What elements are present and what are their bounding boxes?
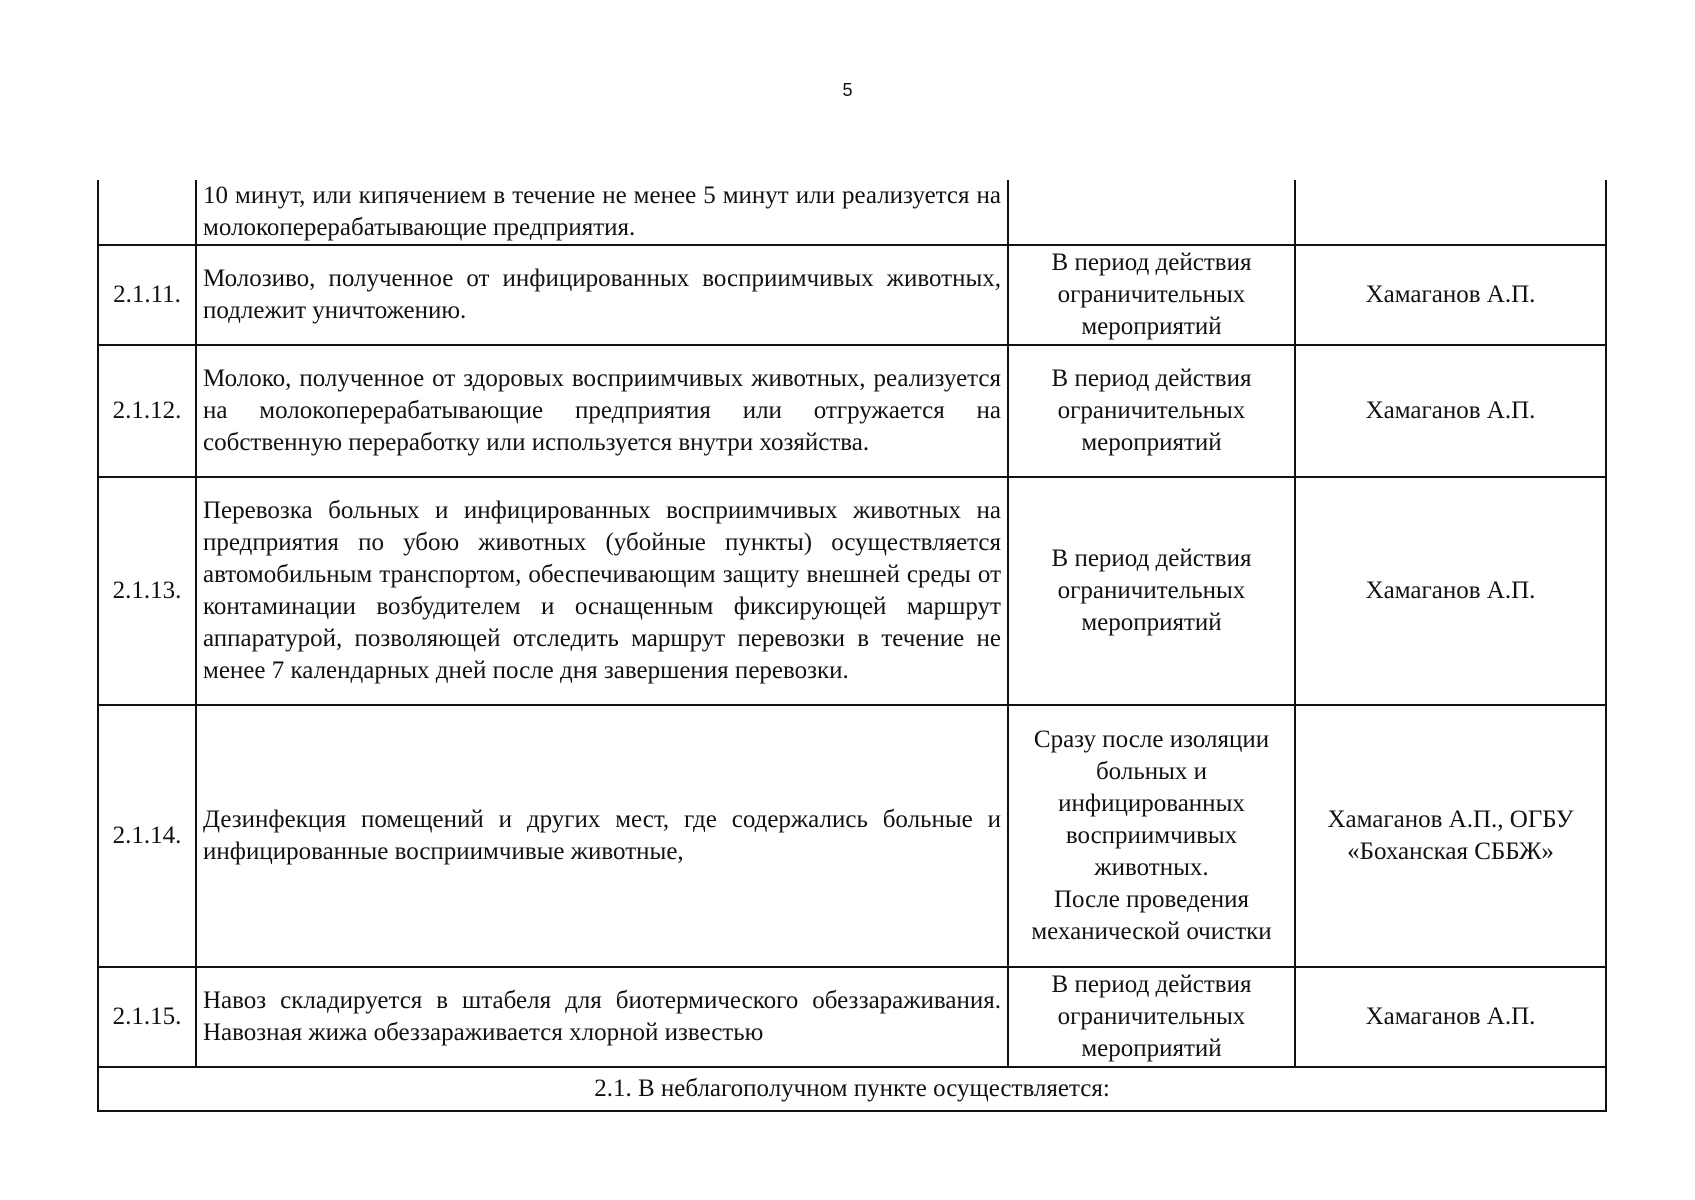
row-number: 2.1.15. (98, 967, 196, 1067)
table-row (98, 245, 1606, 345)
row-term: В период действия ограничительных мероприятий (1008, 477, 1295, 705)
table-row (98, 477, 1606, 705)
row-term: Сразу после изоляции больных и инфицированных восприимчивых животных. После проведения механической очистки (1008, 705, 1295, 967)
row-responsible: Хамаганов А.П. (1295, 477, 1606, 705)
row-number: 2.1.11. (98, 245, 196, 345)
section-heading-row (98, 1067, 1606, 1111)
row-description: Дезинфекция помещений и других мест, где содержались больные и инфицированные восприимчивые животные, (196, 705, 1008, 967)
row-description: 10 минут, или кипячением в течение не менее 5 минут или реализуется на молокоперерабатывающие предприятия. (196, 180, 1008, 245)
row-term-cell (1008, 180, 1295, 245)
row-number-cell (98, 180, 196, 245)
row-description: Навоз складируется в штабеля для биотермического обеззараживания. Навозная жижа обеззараживается хлорной известью (196, 967, 1008, 1067)
section-heading: 2.1. В неблагополучном пункте осуществляется: (98, 1067, 1606, 1111)
row-responsible: Хамаганов А.П. (1295, 245, 1606, 345)
table-row (98, 967, 1606, 1067)
table-row (98, 345, 1606, 477)
row-description: Молоко, полученное от здоровых восприимчивых животных, реализуется на молокоперерабатывающие предприятия или отгружается на собственную переработку или используется внутри хозяйства. (196, 345, 1008, 477)
row-term: В период действия ограничительных мероприятий (1008, 967, 1295, 1067)
row-responsible: Хамаганов А.П. (1295, 967, 1606, 1067)
row-responsible-cell (1295, 180, 1606, 245)
row-description: Перевозка больных и инфицированных восприимчивых животных на предприятия по убою животных (убойные пункты) осуществляется автомобильным транспортом, обеспечивающим защиту внешней среды от контаминации возбудителем и оснащенным фиксирующей маршрут аппаратурой, позволяющей отследить маршрут перевозки в течение не менее 7 календарных дней после дня завершения перевозки. (196, 477, 1008, 705)
row-description: Молозиво, полученное от инфицированных восприимчивых животных, подлежит уничтожению. (196, 245, 1008, 345)
row-term: В период действия ограничительных мероприятий (1008, 245, 1295, 345)
table-row (98, 705, 1606, 967)
row-responsible: Хамаганов А.П., ОГБУ «Боханская СББЖ» (1295, 705, 1606, 967)
row-number: 2.1.12. (98, 345, 196, 477)
row-number: 2.1.14. (98, 705, 196, 967)
measures-table (97, 180, 1607, 1112)
table-row-continuation (98, 180, 1606, 245)
row-responsible: Хамаганов А.П. (1295, 345, 1606, 477)
row-number: 2.1.13. (98, 477, 196, 705)
page-number: 5 (842, 80, 853, 100)
row-term: В период действия ограничительных мероприятий (1008, 345, 1295, 477)
